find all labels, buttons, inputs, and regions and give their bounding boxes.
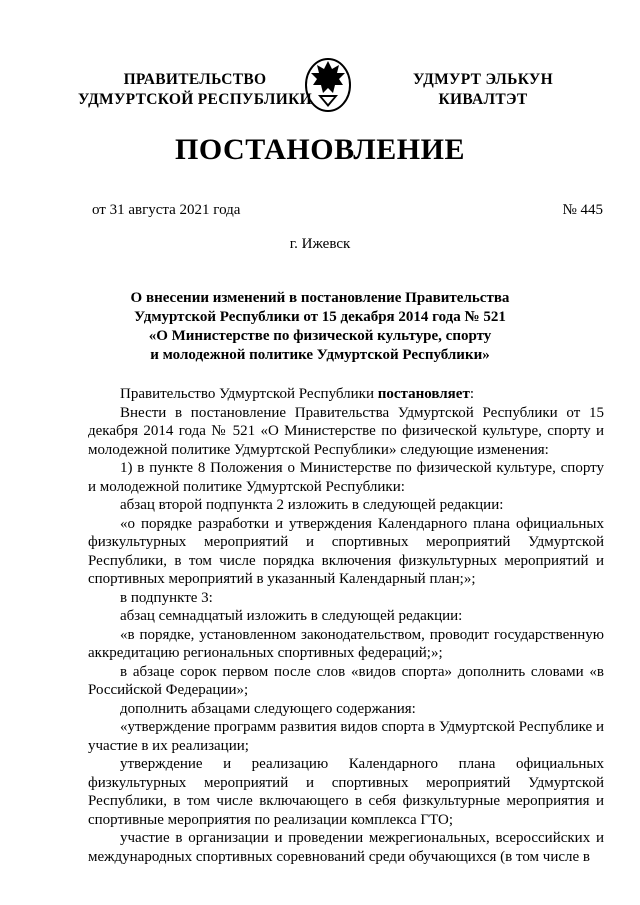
paragraph-intro: Правительство Удмуртской Республики постановляет:	[120, 386, 474, 402]
government-name-russian	[70, 70, 320, 110]
paragraph: абзац второй подпункта 2 изложить в следующей редакции:	[120, 497, 504, 513]
document-heading	[60, 289, 580, 365]
paragraph: дополнить абзацами следующего содержания:	[120, 700, 416, 717]
document-title: ПОСТАНОВЛЕНИЕ	[175, 133, 465, 166]
paragraph: «в порядке, установленном законодательством, проводит государственную аккредитацию региональных спортивных федераций;»;	[88, 626, 604, 661]
resolution-keyword: постановляет	[377, 386, 470, 402]
paragraph: в подпункте 3:	[120, 589, 213, 606]
paragraph: «утверждение программ развития видов спорта в Удмуртской Республике и участие в их реализации;	[88, 719, 604, 754]
coat-of-arms-icon	[303, 55, 353, 113]
heading-line: «О Министерстве по физической культуре, спорту	[148, 328, 492, 344]
government-name-udmurt-line1: УДМУРТ ЭЛЬКУН	[413, 71, 553, 88]
paragraph: участие в организации и проведении межрегиональных, всероссийских и международных спортивных соревнований среди обучающихся (в том числе в	[88, 830, 604, 865]
document-body	[88, 385, 604, 866]
document-number: № 445	[562, 202, 603, 218]
government-name-line1: ПРАВИТЕЛЬСТВО	[123, 71, 267, 88]
paragraph: утверждение и реализацию Календарного плана официальных физкультурных мероприятий и спортивных мероприятий Удмуртской Республики, в том числе включающего в себя физкультурные мероприятия и спортивные мероприятия по реализации комплекса ГТО;	[88, 756, 604, 828]
government-name-line2: УДМУРТСКОЙ РЕСПУБЛИКИ	[77, 91, 312, 108]
paragraph: 1) в пункте 8 Положения о Министерстве по физической культуре, спорту и молодежной политике Удмуртской Республики:	[88, 460, 604, 495]
heading-line: и молодежной политике Удмуртской Республики»	[150, 347, 490, 363]
heading-line: О внесении изменений в постановление Правительства	[130, 290, 510, 306]
paragraph: Внести в постановление Правительства Удмуртской Республики от 15 декабря 2014 года № 521 «О Министерстве по физической культуре, спорту и молодежной политике Удмуртской Республики» следующие изменения:	[88, 404, 604, 458]
paragraph: «о порядке разработки и утверждения Календарного плана официальных физкультурных мероприятий и спортивных мероприятий Удмуртской Республики, в том числе порядка включения физкультурных мероприятий и спортивных мероприятий в указанный Календарный план;»;	[88, 515, 604, 587]
document-date: от 31 августа 2021 года	[92, 202, 241, 218]
document-city: г. Ижевск	[289, 236, 351, 252]
paragraph: абзац семнадцатый изложить в следующей редакции:	[120, 608, 463, 624]
heading-line: Удмуртской Республики от 15 декабря 2014 года № 521	[134, 309, 506, 325]
government-name-udmurt	[378, 70, 588, 110]
government-name-udmurt-line2: КИВАЛТЭТ	[438, 91, 528, 108]
paragraph: в абзаце сорок первом после слов «видов спорта» дополнить словами «в Российской Федерации»;	[88, 663, 604, 698]
